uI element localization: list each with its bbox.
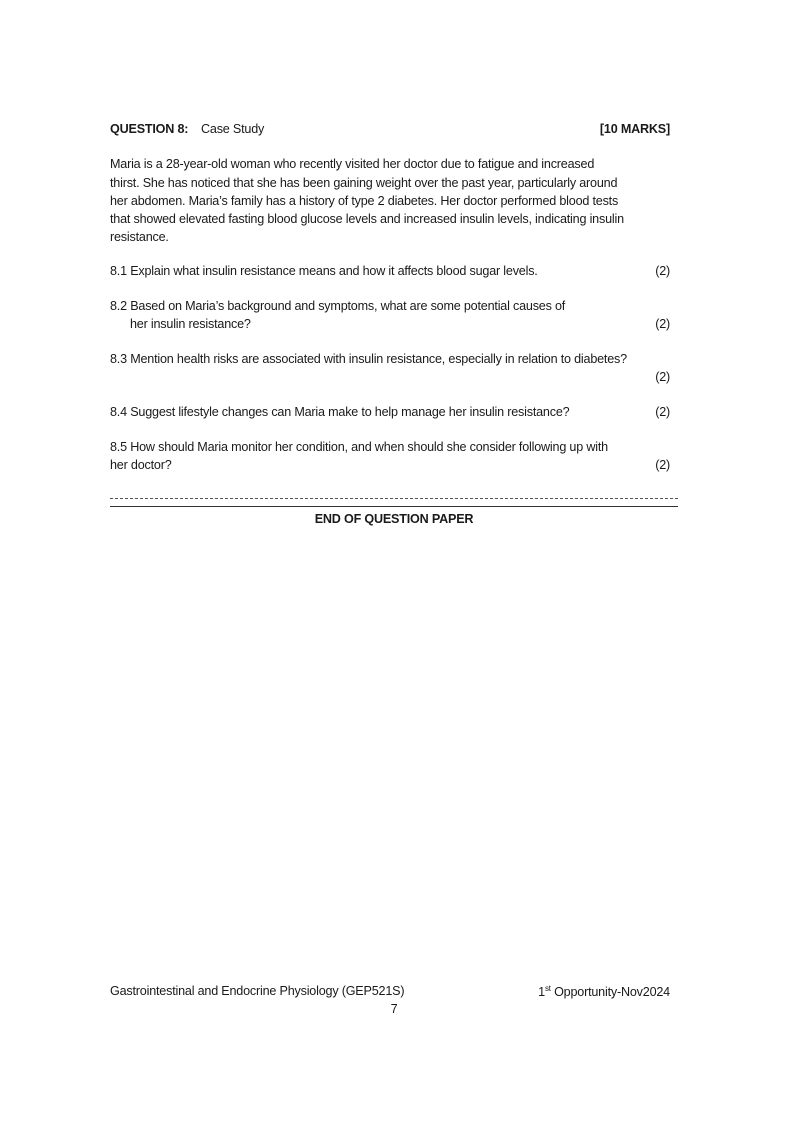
question-text: her insulin resistance? <box>130 317 251 331</box>
dashed-divider <box>110 498 678 499</box>
end-of-paper: END OF QUESTION PAPER <box>314 512 474 526</box>
question-marks: (2) <box>655 405 670 419</box>
question-marks: (2) <box>655 370 670 384</box>
opportunity <box>538 984 670 999</box>
course-name: Gastrointestinal and Endocrine Physiology (GEP521S) <box>110 984 405 998</box>
question-text: 8.5 How should Maria monitor her condition, and when should she consider following up with <box>110 440 608 454</box>
solid-divider <box>110 506 678 507</box>
question-marks: (2) <box>655 458 670 472</box>
case-line: her abdomen. Maria’s family has a history of type 2 diabetes. Her doctor performed blood tests <box>110 194 619 208</box>
question-marks: (2) <box>655 264 670 278</box>
question-subtitle: Case Study <box>201 122 265 136</box>
question-title: QUESTION 8: <box>110 122 189 136</box>
opportunity-suffix: st <box>544 984 551 993</box>
page-number: 7 <box>390 1002 398 1016</box>
question-text: 8.2 Based on Maria’s background and symptoms, what are some potential causes of <box>110 299 566 313</box>
opportunity-label: Opportunity-Nov2024 <box>550 985 670 1000</box>
question-marks: [10 MARKS] <box>599 122 670 136</box>
case-line: resistance. <box>110 230 169 244</box>
case-line: Maria is a 28-year-old woman who recently visited her doctor due to fatigue and increased <box>110 157 595 171</box>
case-line: that showed elevated fasting blood glucose levels and increased insulin levels, indicating insulin <box>110 212 624 226</box>
opportunity-number: 1 <box>538 985 545 1000</box>
question-text: 8.4 Suggest lifestyle changes can Maria make to help manage her insulin resistance? <box>110 405 570 419</box>
question-marks: (2) <box>655 317 670 331</box>
question-text: her doctor? <box>110 458 172 472</box>
question-text: 8.1 Explain what insulin resistance means and how it affects blood sugar levels. <box>110 264 538 278</box>
question-text: 8.3 Mention health risks are associated with insulin resistance, especially in relation to diabetes? <box>110 352 627 366</box>
case-line: thirst. She has noticed that she has been gaining weight over the past year, particularly around <box>110 176 618 190</box>
